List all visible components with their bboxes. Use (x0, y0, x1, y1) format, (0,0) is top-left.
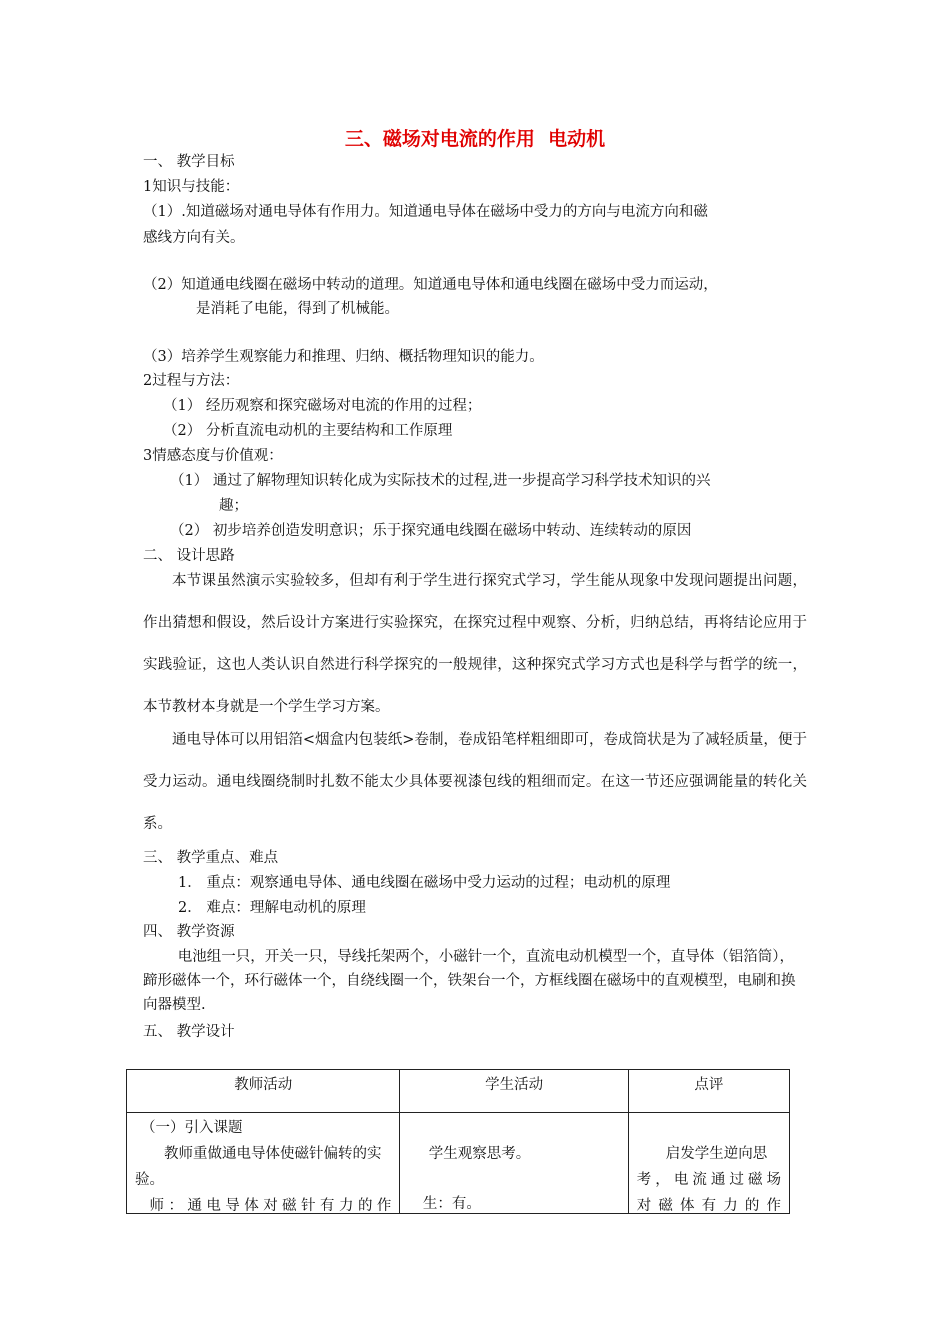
teacher-activity-line: 师：通电导体对磁针有力的作 (149, 1198, 392, 1213)
teacher-activity-line: 教师重做通电导体使磁针偏转的实验。 (135, 1146, 382, 1188)
process-method-heading: 2过程与方法： (143, 373, 240, 389)
knowledge-item-1-line-1: （1）.知道磁场对通电导体有作用力。知道通电导体在磁场中受力的方向与电流方向和磁 (143, 204, 708, 220)
knowledge-item-2-line-1: （2）知道通电线圈在磁场中转动的道理。知道通电导体和通电线圈在磁场中受力而运动， (143, 277, 718, 293)
student-activity-cell (400, 1113, 628, 1214)
table-row (127, 1113, 790, 1214)
key-point-item-2: 2． 难点：理解电动机的原理 (178, 900, 366, 916)
comment-line: 对磁体有力的作 (636, 1198, 781, 1213)
document-title: 三、磁场对电流的作用 电动机 (344, 128, 606, 150)
teaching-design-table (126, 1069, 790, 1214)
table-header-student: 学生活动 (400, 1070, 628, 1113)
design-idea-paragraph-2: 通电导体可以用铝箔<烟盒内包装纸>卷制，卷成铅笔样粗细即可，卷成筒状是为了减轻质量，便于受力运动。通电线圈绕制时扎数不能太少具体要视漆包线的粗细而定。在这一节还应强调能量的转化关系。 (143, 732, 807, 832)
table-header-row (127, 1070, 790, 1113)
teacher-activity-line: （一）引入课题 (141, 1120, 243, 1136)
process-item-1: （1） 经历观察和探究磁场对电流的作用的过程； (163, 398, 482, 414)
section-heading-objectives: 一、 教学目标 (143, 154, 235, 170)
attitude-item-1-line-2: 趣； (219, 498, 248, 514)
attitude-item-2: （2） 初步培养创造发明意识；乐于探究通电线圈在磁场中转动、连续转动的原因 (170, 523, 692, 539)
comment-cell (628, 1113, 789, 1214)
comment-line: 启发学生逆向思 (665, 1146, 768, 1162)
knowledge-item-2-line-2: 是消耗了电能，得到了机械能。 (196, 301, 399, 317)
section-heading-resources: 四、 教学资源 (143, 924, 235, 940)
knowledge-item-3: （3）培养学生观察能力和推理、归纳、概括物理知识的能力。 (143, 349, 544, 365)
student-activity-line: 生：有。 (422, 1196, 481, 1212)
table-header-teacher: 教师活动 (127, 1070, 400, 1113)
student-activity-line: 学生观察思考。 (428, 1146, 531, 1162)
attitude-heading: 3情感态度与价值观： (143, 448, 283, 464)
comment-line: 考，电流通过磁场 (636, 1172, 781, 1188)
teacher-activity-cell (127, 1113, 400, 1214)
key-point-item-1: 1． 重点：观察通电导体、通电线圈在磁场中受力运动的过程；电动机的原理 (178, 875, 671, 891)
resources-paragraph: 电池组一只，开关一只，导线托架两个，小磁针一个，直流电动机模型一个，直导体（铝箔筒），蹄形磁体一个，环行磁体一个，自绕线圈一个，铁架台一个，方框线圈在磁场中的直观模型，电刷和换向器模型. (143, 949, 796, 1013)
table-header-comment: 点评 (628, 1070, 789, 1113)
section-heading-teaching-design: 五、 教学设计 (143, 1024, 235, 1040)
attitude-item-1-line-1: （1） 通过了解物理知识转化成为实际技术的过程,进一步提高学习科学技术知识的兴 (170, 473, 711, 489)
design-idea-paragraph-1: 本节课虽然演示实验较多，但却有利于学生进行探究式学习，学生能从现象中发现问题提出问题，作出猜想和假设，然后设计方案进行实验探究，在探究过程中观察、分析，归纳总结，再将结论应用于实践验证，这也人类认识自然进行科学探究的一般规律，这种探究式学习方式也是科学与哲学的统一，本节教材本身就是一个学生学习方案。 (143, 573, 807, 715)
knowledge-skills-heading: 1知识与技能： (143, 179, 240, 195)
knowledge-item-1-line-2: 感线方向有关。 (143, 230, 245, 246)
section-heading-design-idea: 二、 设计思路 (143, 548, 235, 564)
section-heading-key-points: 三、 教学重点、难点 (143, 850, 279, 866)
process-item-2: （2） 分析直流电动机的主要结构和工作原理 (163, 423, 453, 439)
